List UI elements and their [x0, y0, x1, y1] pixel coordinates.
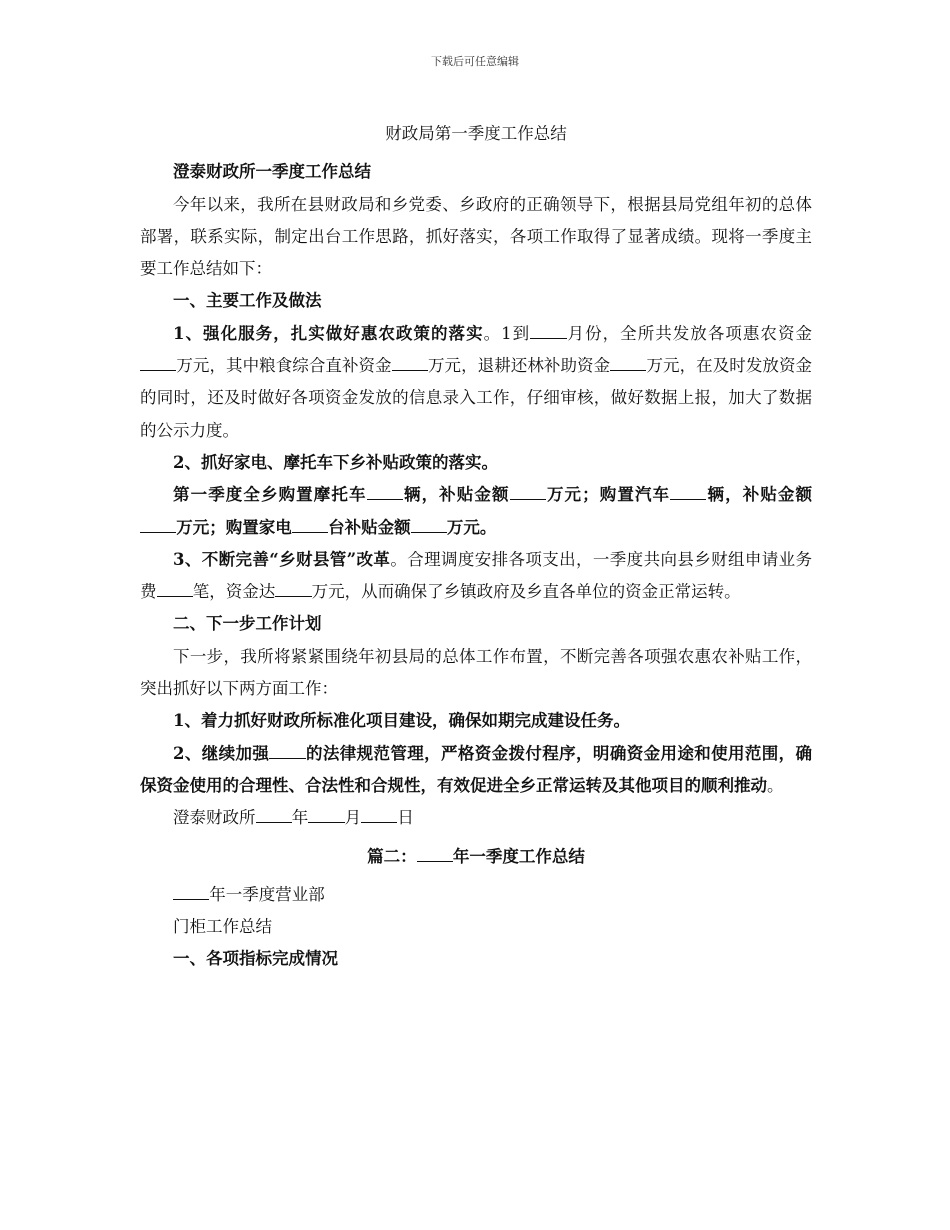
fill-blank — [610, 354, 646, 371]
plan-item-2-text: 的法律规范管理，严格资金拨付程序，明确资金用途和使用范围，确保资金使用的合理性、合法性和合规性，有效促进全乡正常运转及其他项目的顺利推动 — [140, 743, 813, 795]
signature-line — [140, 802, 812, 834]
fill-blank — [292, 516, 328, 533]
fill-blank — [275, 580, 311, 597]
part-2-title — [140, 841, 812, 873]
fill-blank — [367, 484, 403, 501]
part-2-title-text: 年一季度工作总结 — [452, 846, 585, 866]
part-2-line-1 — [140, 879, 812, 911]
item-2-text: 万元；购置家电 — [176, 517, 292, 537]
item-2-text: 万元。 — [446, 517, 497, 537]
fill-blank — [392, 354, 428, 371]
section-heading-1: 一、主要工作及做法 — [173, 291, 322, 311]
part-2-title-prefix: 篇二： — [367, 846, 417, 866]
item-1-text: 万元，在及时发放资金的同时，还及时做好各项资金发放的信息录入工作，仔细审核，做好数据上报，加大了数据的公示力度。 — [140, 356, 813, 440]
fill-blank — [173, 883, 209, 900]
part-2-heading-1: 一、各项指标完成情况 — [173, 949, 338, 969]
fill-blank — [140, 354, 176, 371]
item-1-text: 月份，全所共发放各项惠农资金 — [566, 323, 813, 343]
signature-month: 月 — [344, 808, 362, 828]
item-2-heading: 2、抓好家电、摩托车下乡补贴政策的落实。 — [173, 452, 498, 472]
item-1-text: 万元，其中粮食综合直补资金 — [176, 356, 392, 376]
item-2-text: 第一季度全乡购置摩托车 — [173, 485, 367, 505]
fill-blank — [530, 322, 566, 339]
signature-day: 日 — [397, 808, 414, 828]
signature-org: 澄泰财政所 — [173, 808, 256, 828]
document-subtitle: 澄泰财政所一季度工作总结 — [173, 162, 371, 182]
item-1-paragraph — [140, 318, 812, 447]
item-2-text: 台补贴金额 — [328, 517, 411, 537]
part-2-line-2: 门柜工作总结 — [173, 917, 272, 937]
fill-blank — [140, 516, 176, 533]
fill-blank — [361, 807, 397, 824]
item-3-paragraph — [140, 544, 812, 609]
item-3-text: 万元，从而确保了乡镇政府及乡直各单位的资金正常运转。 — [311, 582, 741, 602]
fill-blank — [411, 516, 447, 533]
fill-blank — [269, 742, 305, 759]
section-heading-2: 二、下一步工作计划 — [173, 614, 322, 634]
plan-item-2 — [140, 738, 812, 803]
item-3-text: 。合理调度安排各项支出，一季度共向县乡财组申请业务费 — [140, 549, 813, 602]
fill-blank — [256, 807, 292, 824]
item-1-heading: 1、强化服务，扎实做好惠农政策的落实 — [173, 323, 484, 343]
item-3-heading: 3、不断完善“乡财县管”改革 — [173, 549, 391, 569]
fill-blank — [670, 484, 706, 501]
fill-blank — [417, 845, 453, 862]
document-title: 财政局第一季度工作总结 — [385, 124, 567, 143]
plan-item-2-text: 2、继续加强 — [173, 743, 270, 763]
signature-year: 年 — [291, 808, 309, 828]
part-2-line-1-text: 年一季度营业部 — [209, 884, 325, 904]
fill-blank — [510, 484, 546, 501]
plan-item-1: 1、着力抓好财政所标准化项目建设，确保如期完成建设任务。 — [173, 711, 630, 731]
item-1-text: 万元，退耕还林补助资金 — [427, 356, 611, 376]
fill-blank — [157, 580, 193, 597]
item-3-text: 笔，资金达 — [192, 582, 276, 602]
item-1-text: 。1到 — [483, 323, 531, 343]
plan-item-2-text: 。 — [767, 775, 784, 795]
item-2-text: 辆，补贴金额 — [402, 485, 510, 505]
plan-intro-paragraph: 下一步，我所将紧紧围绕年初县局的总体工作布置，不断完善各项强农惠农补贴工作，突出抓好以下两方面工作： — [140, 646, 812, 699]
fill-blank — [308, 807, 344, 824]
intro-paragraph: 今年以来，我所在县财政局和乡党委、乡政府的正确领导下，根据县局党组年初的总体部署，联系实际，制定出台工作思路，抓好落实，各项工作取得了显著成绩。现将一季度主要工作总结如下： — [140, 194, 812, 279]
item-2-text: 万元；购置汽车 — [545, 485, 671, 505]
item-2-text: 辆，补贴金额 — [706, 485, 813, 505]
item-2-paragraph — [140, 479, 812, 544]
document-body — [140, 118, 812, 976]
page-header-note: 下载后可任意编辑 — [431, 55, 519, 68]
